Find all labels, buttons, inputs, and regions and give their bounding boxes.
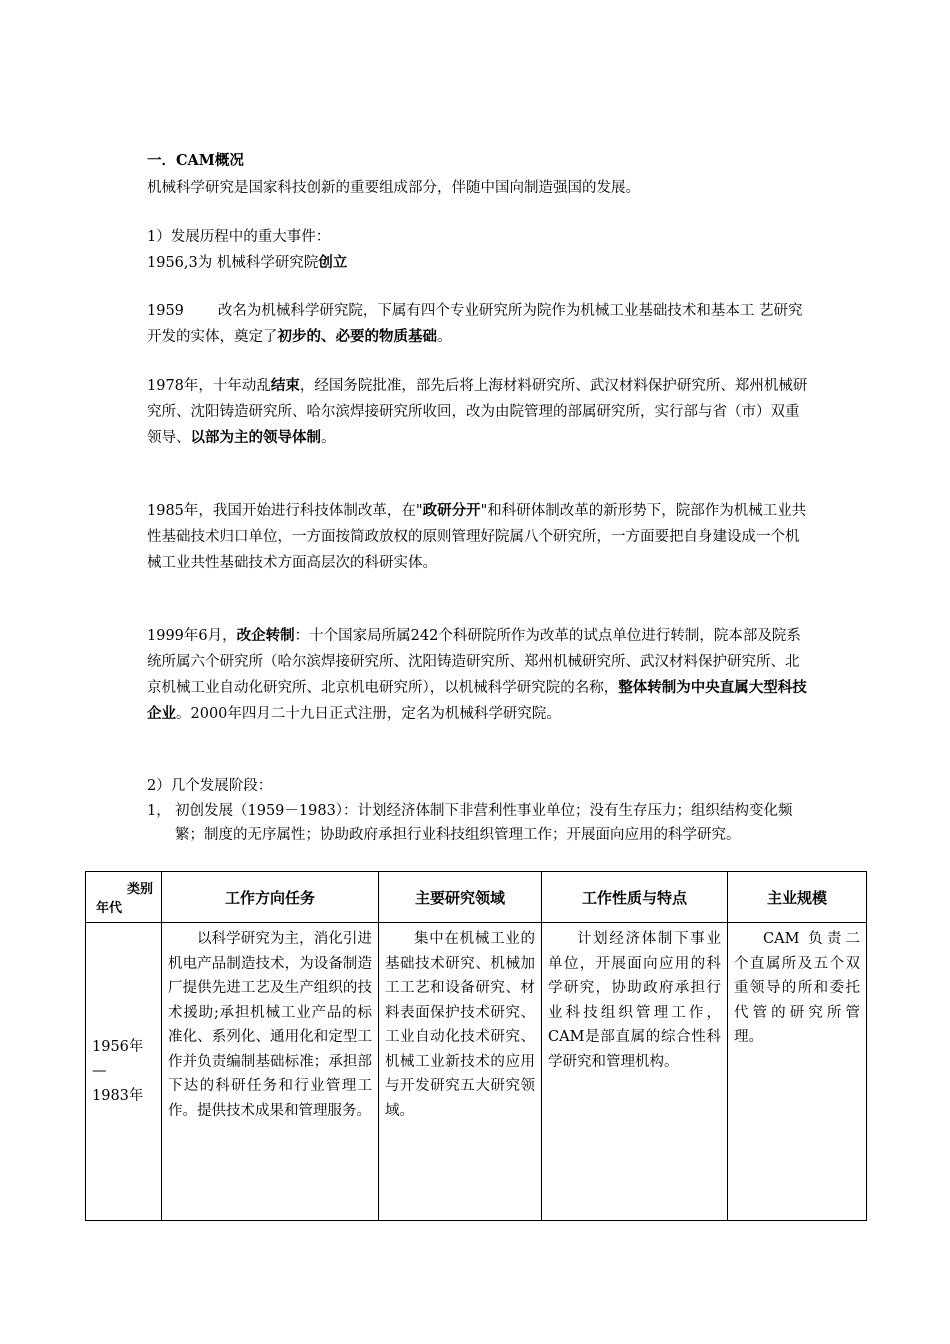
column-header: 工作性质与特点 [542, 872, 728, 923]
subheading-events: 1）发展历程中的重大事件： [147, 229, 331, 245]
stage-number: 1， [147, 803, 171, 819]
event-1985: 1985年，我国开始进行科技体制改革，在"政研分开"和科研体制改革的新形势下，院部作为机械工业共性基础技术归口单位，一方面按简政放权的原则管理好院属八个研究所，一方面要把自身建设成一个机械工业共性基础技术方面高层次的科研实体。 [147, 502, 807, 571]
stage-1 [147, 799, 817, 847]
table-header-row [86, 872, 867, 923]
section-heading: 一．CAM概况 [147, 152, 244, 169]
event-1999: 1999年6月，改企转制：十个国家局所属242个科研院所作为改革的试点单位进行转制，院本部及院系统所属六个研究所（哈尔滨焊接研究所、沈阳铸造研究所、郑州机械研究所、武汉材料保护研究所、北京机械工业自动化研究所、北京机电研究所），以机械科学研究院的名称，整体转制为中央直属大型科技企业。2000年四月二十九日正式注册，定名为机械科学研究院。 [147, 627, 807, 722]
event-1959: 1959 改名为机械科学研究院，下属有四个专业研究所为院作为机械工业基础技术和基本工 艺研究开发的实体，奠定了初步的、必要的物质基础。 [147, 303, 803, 345]
stages-table [85, 871, 867, 1221]
table-cell: 以科学研究为主，消化引进机电产品制造技术，为设备制造厂提供先进工艺及生产组织的技术援助;承担机械工业产品的标准化、系列化、通用化和定型工作并负责编制基础标准；承担部下达的科研任务和行业管理工作。提供技术成果和管理服务。 [162, 923, 379, 1221]
stage-text: 初创发展（1959－1983）：计划经济体制下非营利性事业单位；没有生存压力；组织结构变化频繁；制度的无序属性；协助政府承担行业科技组织管理工作；开展面向应用的科学研究。 [175, 803, 793, 843]
column-header: 主要研究领域 [379, 872, 542, 923]
column-header: 工作方向任务 [162, 872, 379, 923]
intro-paragraph: 机械科学研究是国家科技创新的重要组成部分，伴随中国向制造强国的发展。 [147, 180, 640, 196]
event-1956: 1956,3为 机械科学研究院创立 [147, 254, 348, 271]
table-cell: 计划经济体制下事业单位，开展面向应用的科学研究，协助政府承担行业科技组织管理工作，CAM是部直属的综合性科学研究和管理机构。 [542, 923, 728, 1221]
header-corner: 类别 年代 [86, 872, 162, 923]
era-cell: 1956年 — 1983年 [86, 923, 162, 1221]
subheading-stages: 2）几个发展阶段： [147, 778, 273, 794]
column-header: 主业规模 [728, 872, 867, 923]
table-cell: CAM 负责二个直属所及五个双重领导的所和委托代管的研究所管理。 [728, 923, 867, 1221]
event-1978: 1978年，十年动乱结束，经国务院批准，部先后将上海材料研究所、武汉材料保护研究所、郑州机械研究所、沈阳铸造研究所、哈尔滨焊接研究所收回，改为由院管理的部属研究所，实行部与省（市）双重领导、以部为主的领导体制。 [147, 377, 808, 446]
table-row [86, 923, 867, 1221]
table-cell: 集中在机械工业的基础技术研究、机械加工工艺和设备研究、材料表面保护技术研究、工业自动化技术研究、机械工业新技术的应用与开发研究五大研究领域。 [379, 923, 542, 1221]
